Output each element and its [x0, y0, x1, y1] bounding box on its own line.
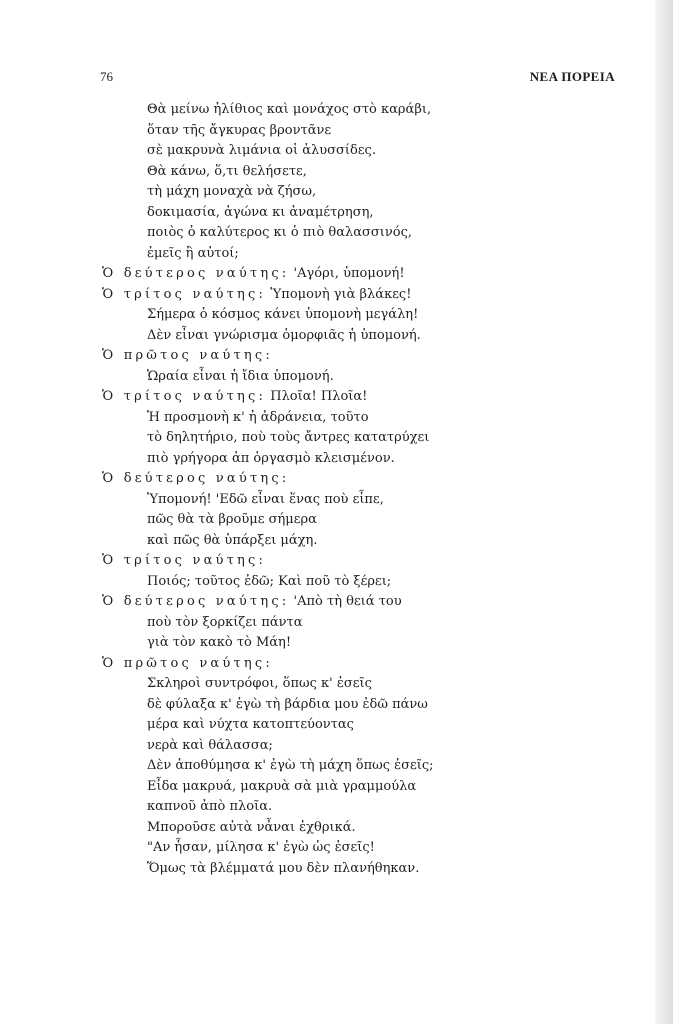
page-edge — [655, 0, 673, 1024]
verse-line: ἐμεῖς ἢ αὐτοί; — [147, 245, 239, 261]
verse-line: Ὡραία εἶναι ἡ ἴδια ὑπομονή. — [147, 368, 334, 384]
verse-line: Δὲν εἶναι γνώρισμα ὁμορφιᾶς ἡ ὑπομονή. — [147, 327, 421, 343]
poem-body — [102, 100, 642, 879]
verse-line: Θὰ μείνω ἠλίθιος καὶ μονάχος στὸ καράβι, — [147, 102, 432, 117]
verse-line: Δὲν ἀποθύμησα κ' ἐγὼ τὴ μάχη ὅπως ἐσεῖς; — [147, 758, 434, 773]
verse-line: "Αν ἦσαν, μίλησα κ' ἐγὼ ὡς ἐσεῖς! — [147, 840, 375, 855]
verse-line: ποὺ τὸν ξορκίζει πάντα — [147, 614, 303, 630]
verse-line: μέρα καὶ νύχτα κατοπτεύοντας — [147, 717, 354, 732]
speaker-name: Ὁ τρίτος ναύτης: — [102, 389, 267, 404]
verse-line: σὲ μακρυνὰ λιμάνια οἱ ἁλυσσίδες. — [147, 143, 376, 158]
speaker-name: Ὁ πρῶτος ναύτης: — [102, 655, 273, 671]
speaker-name: Ὁ πρῶτος ναύτης: — [102, 348, 273, 363]
verse-line: πιὸ γρήγορα ἀπ ὀργασμὸ κλεισμένον. — [147, 450, 395, 466]
verse-line: δὲ φύλαξα κ' ἐγὼ τὴ βάρδια μου ἐδῶ πάνω — [147, 696, 428, 712]
verse-line: τὴ μάχη μοναχὰ νὰ ζήσω, — [147, 184, 317, 199]
verse-line: γιὰ τὸν κακὸ τὸ Μάη! — [147, 635, 292, 650]
speech-text: 'Αγόρι, ὑπομονή! — [293, 266, 405, 281]
verse-line: πῶς θὰ τὰ βροῦμε σήμερα — [147, 512, 317, 527]
verse-line: Ὅμως τὰ βλέμματά μου δὲν πλανήθηκαν. — [147, 860, 420, 876]
speech-text: 'Απὸ τὴ θειά του — [293, 594, 402, 609]
page-number: 76 — [100, 69, 113, 84]
verse-line: καὶ πῶς θὰ ὑπάρξει μάχη. — [147, 532, 318, 548]
verse-line: Ποιός; τοῦτος ἐδῶ; Καὶ ποῦ τὸ ξέρει; — [147, 573, 392, 589]
speaker-line — [102, 346, 642, 367]
verse-line: τὸ δηλητήριο, ποὺ τοὺς ἄντρες κατατρύχει — [147, 430, 430, 445]
speaker-name: Ὁ δεύτερος ναύτης: — [102, 471, 290, 486]
speaker-name: Ὁ δεύτερος ναύτης: — [102, 266, 290, 281]
verse-line: Σήμερα ὁ κόσμος κάνει ὑπομονὴ μεγάλη! — [147, 307, 419, 322]
verse-line: ποιὸς ὁ καλύτερος κι ὁ πιὸ θαλασσινός, — [147, 225, 413, 240]
verse-line: Θὰ κάνω, ὅ,τι θελήσετε, — [147, 163, 307, 179]
speaker-line — [102, 285, 642, 306]
running-head: ΝΕΑ ΠΟΡΕΙΑ — [529, 69, 615, 84]
speaker-line — [102, 551, 642, 572]
verse-line: δοκιμασία, ἀγώνα κι ἀναμέτρηση, — [147, 204, 374, 220]
verse-line: Εἶδα μακρυά, μακρυὰ σὰ μιὰ γραμμούλα — [147, 778, 417, 794]
verse-line: ὅταν τῆς ἄγκυρας βροντᾶνε — [147, 122, 332, 138]
speaker-line — [102, 592, 642, 613]
verse-line: Ὑπομονή! 'Εδῶ εἶναι ἕνας ποὺ εἶπε, — [147, 491, 384, 507]
verse-line: καπνοῦ ἀπὸ πλοῖα. — [147, 799, 273, 814]
verse-line: Ἡ προσμονὴ κ' ἡ ἀδράνεια, τοῦτο — [147, 409, 369, 425]
speaker-name: Ὁ τρίτος ναύτης: — [102, 286, 267, 302]
speaker-line — [102, 264, 642, 285]
speaker-name: Ὁ τρίτος ναύτης: — [102, 553, 267, 568]
verse-line: Μποροῦσε αὐτὰ νἆναι ἐχθρικά. — [147, 819, 356, 835]
speaker-name: Ὁ δεύτερος ναύτης: — [102, 594, 290, 609]
speech-text: Ὑπομονὴ γιὰ βλάκες! — [270, 286, 412, 302]
verse-line: νερὰ καὶ θάλασσα; — [147, 737, 273, 753]
speech-text: Πλοῖα! Πλοῖα! — [270, 389, 368, 404]
speaker-line — [102, 654, 642, 675]
verse-line: Σκληροὶ συντρόφοι, ὅπως κ' ἐσεῖς — [147, 676, 372, 691]
speaker-line — [102, 387, 642, 408]
speaker-line — [102, 469, 642, 490]
